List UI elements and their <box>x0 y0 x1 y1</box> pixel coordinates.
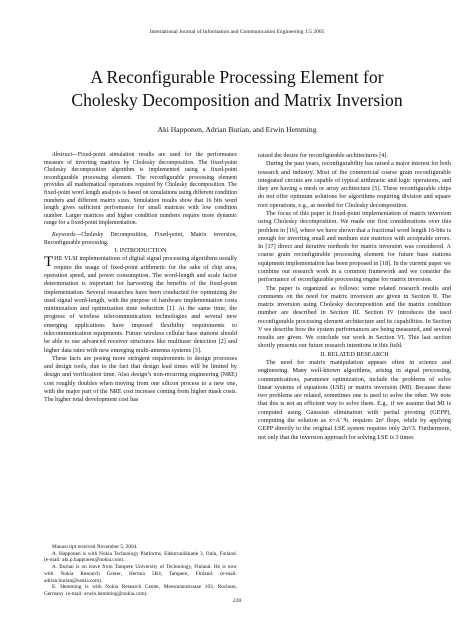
right-column <box>258 152 451 442</box>
page-number: 228 <box>232 598 242 604</box>
abstract-block <box>44 152 237 247</box>
footnote-author-3: E. Hemming is with Nokia Research Center, Meesmannstrasse 103, Bochum, Germany. (e-mail: erwin.hemming@nokia.com). <box>44 584 237 597</box>
title-line-1: A Reconfigurable Processing Element for <box>90 67 384 87</box>
abstract-paragraph <box>44 152 237 228</box>
keywords-text: —Cholesky Decomposition, Fixed-point, Matrix inversion, Reconfigurable processing. <box>44 231 237 246</box>
footnote-author-2: A. Burian is on leave from Tampere University of Technology, Finland. He is now with Nokia Research Center, Hermia 5B4, Tampere, Finland. (e-mail: adrian.burian@nokia.com). <box>44 564 237 584</box>
section-heading-introduction: I. INTRODUCTION <box>114 247 167 255</box>
right-paragraph-2: During the past years, reconfigurability has raised a major interest for both research and industry. Most of the commercial coarse grain reconfigurable integrated circuits are capable of typical arithmetic and logic operations, and they are having a mesh or array architecture [5]. These reconfigurable chips do not offer optimum solutions for algorithms requiring division and square root operations, e.g., as needed for Cholesky decomposition. <box>258 160 451 209</box>
intro-paragraph-1-text: HE VLSI implementations of digital signal processing algorithms usually require the usage of fixed-point arithmetic for the sake of chip area, operation speed, and power consumption. The word-length and scale factor determination is important for harvesting the benefits of the fixed-point implementation. Several researches have been conducted for optimizing the used signal word-length, with the purpose of hardware implementation costs minimization and optimization time reduction [1]. At the same time, the progress of wireless telecommunication technologies and several new emerging applications have imposed flexibility requirements to telecommunication equipments. Future wireless cellular base stations should be able to use advanced receiver structures like multiuser detection [2] and higher data rates with new emerging multi-antenna systems [3]. <box>44 255 237 354</box>
title-line-2: Cholesky Decomposition and Matrix Inversion <box>71 90 403 110</box>
intro-paragraph-1 <box>44 255 237 354</box>
footnote-author-1: A. Happonen is with Nokia Technology Platforms, Elektroniikkatie 3, Oulu, Finland. (e-mail: aki.p.happonen@nokia.com). <box>44 550 237 564</box>
left-column <box>44 152 237 404</box>
keywords-label: Keywords <box>52 231 76 238</box>
right-paragraph-4: The paper is organized as follows: some related research results and comments on the need for matrix inversion are given in Section II. The matrix inversion using Cholesky decomposition and the matrix condition number are described in Section III. Section IV introduces the used reconfigurable processing element architecture and its capabilities. In Section V we describe how the system performances are being measured, and several results are given. We conclude our work in Section VI. This last section shortly presents our future research intentions in this field. <box>258 284 451 350</box>
right-paragraph-5: The need for matrix manipulation appears often in science and engineering. Many well-known algorithms, arising in signal processing, communications, parameter optimization, include the problems of solve linear systems of equations (LSE) or matrix inversion (MI). Because these two problems are related, sometimes one is used to solve the other. We note that this is not an efficient way to solve them. E.g., if we assume that MI is computed using Gaussian elimination with partial pivoting (GEPP), computing the solution as x=A⁻¹b, requires 2n³ flops, while by applying GEPP directly to the original LSE system requires only 2n³/3. Furthermore, not only that the inversion approach for solving LSE is 3 times <box>258 359 451 441</box>
drop-cap: T <box>44 254 54 271</box>
right-paragraph-1: raised the desire for reconfigurable architectures [4]. <box>258 152 389 159</box>
footnote-received: Manuscript received November 5, 2004. <box>52 544 138 550</box>
abstract-text: —Fixed-point simulation results are used for the performance measure of inverting matrices by Cholesky decomposition. The fixed-point Cholesky decomposition algorithm is implemented using a fixed-point reconfigurable processing element. The reconfigurable processing element provides all mathematical operations required by Cholesky decomposition. The fixed-point word length analysis is based on simulations using different condition numbers and different matrix sizes. Simulation results show that 16 bits word length gives sufficient performance for small matrices with low condition number. Larger matrices and higher condition numbers require more dynamic range for a fixed-point implementation. <box>44 152 237 227</box>
keywords-paragraph <box>44 232 237 247</box>
intro-paragraph-2: These facts are posing more stringent requirements to design processes and design tools, due to the fact that design lead times will be limited by design and verification time. Also design’s non-recurring engineering (NRE) cost roughly doubles when moving from one silicon process to a new one, with the major part of the NRE cost increase coming from higher mask costs. The higher total development cost has <box>44 354 237 404</box>
paper-title <box>0 66 474 112</box>
footnotes <box>44 544 237 598</box>
abstract-label: Abstract <box>52 152 72 158</box>
section-heading-related-research: II. RELATED RESEARCH <box>320 350 389 358</box>
right-paragraph-3: The focus of this paper is fixed-point implementation of matrix inversion using Cholesky decomposition. We made our first considerations over this problem in [16], where we have shown that a fractional word length 16-bits is enough for inverting small and medium size matrices with acceptable errors. In [17] direct and iterative methods for matrix inversion was considered. A coarse grain reconfigurable processing element for future base stations equipment implementation has been proposed in [18]. In the current paper we combine our research work in a common framework and we consider the performance of reconfigurable processing engine for matrix inversion. <box>258 209 451 284</box>
author-list: Aki Happonen, Adrian Burian, and Erwin Hemming <box>157 125 317 134</box>
journal-header: International Journal of Information and Communication Engineering 1:5 2005 <box>149 29 325 35</box>
